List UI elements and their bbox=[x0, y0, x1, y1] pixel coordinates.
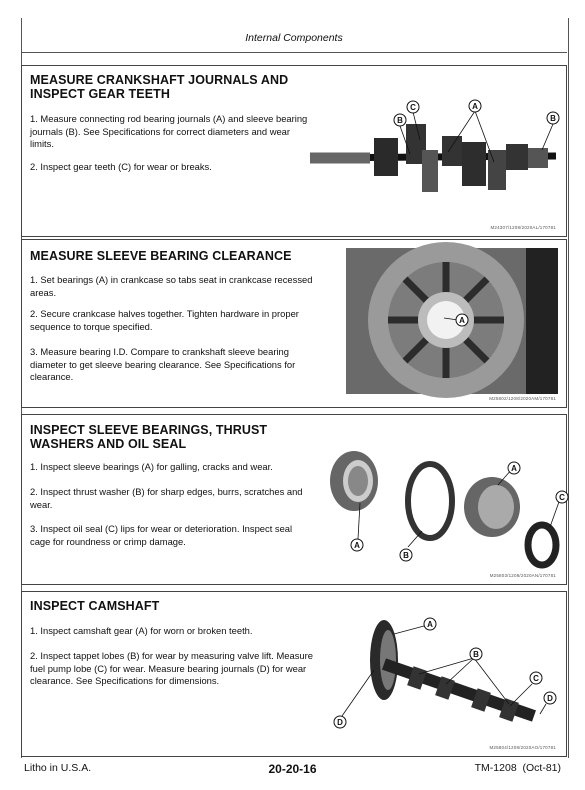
crankshaft-figure bbox=[310, 96, 560, 226]
step-text: 1. Set bearings (A) in crankcase so tabs seat in crankcase recessed areas. bbox=[30, 274, 313, 298]
footer-page-number: 20-20-16 bbox=[268, 762, 317, 776]
callout-a-right bbox=[498, 462, 520, 485]
figure-caption: M25802/1208/2020AM/170781 bbox=[489, 396, 556, 401]
step-text: 2. Inspect tappet lobes (B) for wear by measuring valve lift. Measure fuel pump lobe (C) for wear. Measure bearing journals (D) for wear clearance. See Specifications for dimensions. bbox=[30, 650, 313, 686]
section-crankshaft-journals bbox=[21, 65, 567, 237]
figure-caption: M25803/1208/2020AN/170781 bbox=[489, 573, 556, 578]
callout-d-right bbox=[540, 692, 556, 714]
step-text: 2. Inspect thrust washer (B) for sharp edges, burrs, scratches and wear. bbox=[30, 486, 303, 510]
callout-c bbox=[510, 672, 542, 706]
svg-text:A: A bbox=[459, 316, 465, 325]
svg-text:B: B bbox=[403, 551, 409, 560]
svg-text:A: A bbox=[472, 102, 478, 111]
svg-text:C: C bbox=[559, 493, 565, 502]
step-text: 3. Measure bearing I.D. Compare to crankshaft sleeve bearing diameter to get sleeve bearing clearance. See Specifications for clearance. bbox=[30, 346, 296, 382]
step-text: 1. Inspect camshaft gear (A) for worn or broken teeth. bbox=[30, 625, 253, 636]
running-header: Internal Components bbox=[245, 32, 343, 44]
svg-text:B: B bbox=[473, 650, 479, 659]
step-text: 2. Inspect gear teeth (C) for wear or breaks. bbox=[30, 161, 212, 172]
footer-litho: Litho in U.S.A. bbox=[24, 762, 92, 774]
section-sleeve-bearings-washers-seal bbox=[21, 414, 567, 585]
svg-text:A: A bbox=[511, 464, 517, 473]
crankcase-figure bbox=[346, 248, 558, 394]
figure-caption: M24307/1208/2020AL/170781 bbox=[490, 225, 556, 230]
section-camshaft bbox=[21, 591, 567, 757]
header-rule bbox=[21, 52, 567, 53]
figure-caption: M25804/1208/2020AO/170781 bbox=[489, 745, 556, 750]
step-text: 1. Measure connecting rod bearing journals (A) and sleeve bearing journals (B). See Specifications for correct diameters and wear limits. bbox=[30, 113, 308, 149]
callout-b-right bbox=[542, 112, 559, 150]
callout-d-left bbox=[334, 670, 374, 728]
svg-text:A: A bbox=[354, 541, 360, 550]
section-sleeve-bearing-clearance bbox=[21, 239, 567, 408]
section-title: MEASURE SLEEVE BEARING CLEARANCE bbox=[30, 249, 292, 263]
callout-a bbox=[394, 618, 436, 634]
section-title: INSPECT SLEEVE BEARINGS, THRUST WASHERS AND OIL SEAL bbox=[30, 423, 268, 451]
svg-text:C: C bbox=[410, 103, 416, 112]
bearings-washer-seal-figure bbox=[322, 439, 565, 573]
svg-text:D: D bbox=[547, 694, 553, 703]
svg-text:A: A bbox=[427, 620, 433, 629]
svg-text:B: B bbox=[550, 114, 556, 123]
step-text: 1. Inspect sleeve bearings (A) for galling, cracks and wear. bbox=[30, 461, 273, 472]
footer-manual-id: TM-1208 (Oct-81) bbox=[474, 762, 561, 774]
svg-text:C: C bbox=[533, 674, 539, 683]
camshaft-figure bbox=[314, 606, 560, 746]
step-text: 3. Inspect oil seal (C) lips for wear or deterioration. Inspect seal cage for roundness or crimp damage. bbox=[30, 523, 293, 547]
svg-text:D: D bbox=[337, 718, 343, 727]
section-title: INSPECT CAMSHAFT bbox=[30, 599, 160, 613]
section-title: MEASURE CRANKSHAFT JOURNALS AND INSPECT GEAR TEETH bbox=[30, 73, 289, 101]
svg-text:B: B bbox=[397, 116, 403, 125]
callout-c bbox=[550, 491, 568, 527]
step-text: 2. Secure crankcase halves together. Tighten hardware in proper sequence to torque specified. bbox=[30, 308, 299, 332]
